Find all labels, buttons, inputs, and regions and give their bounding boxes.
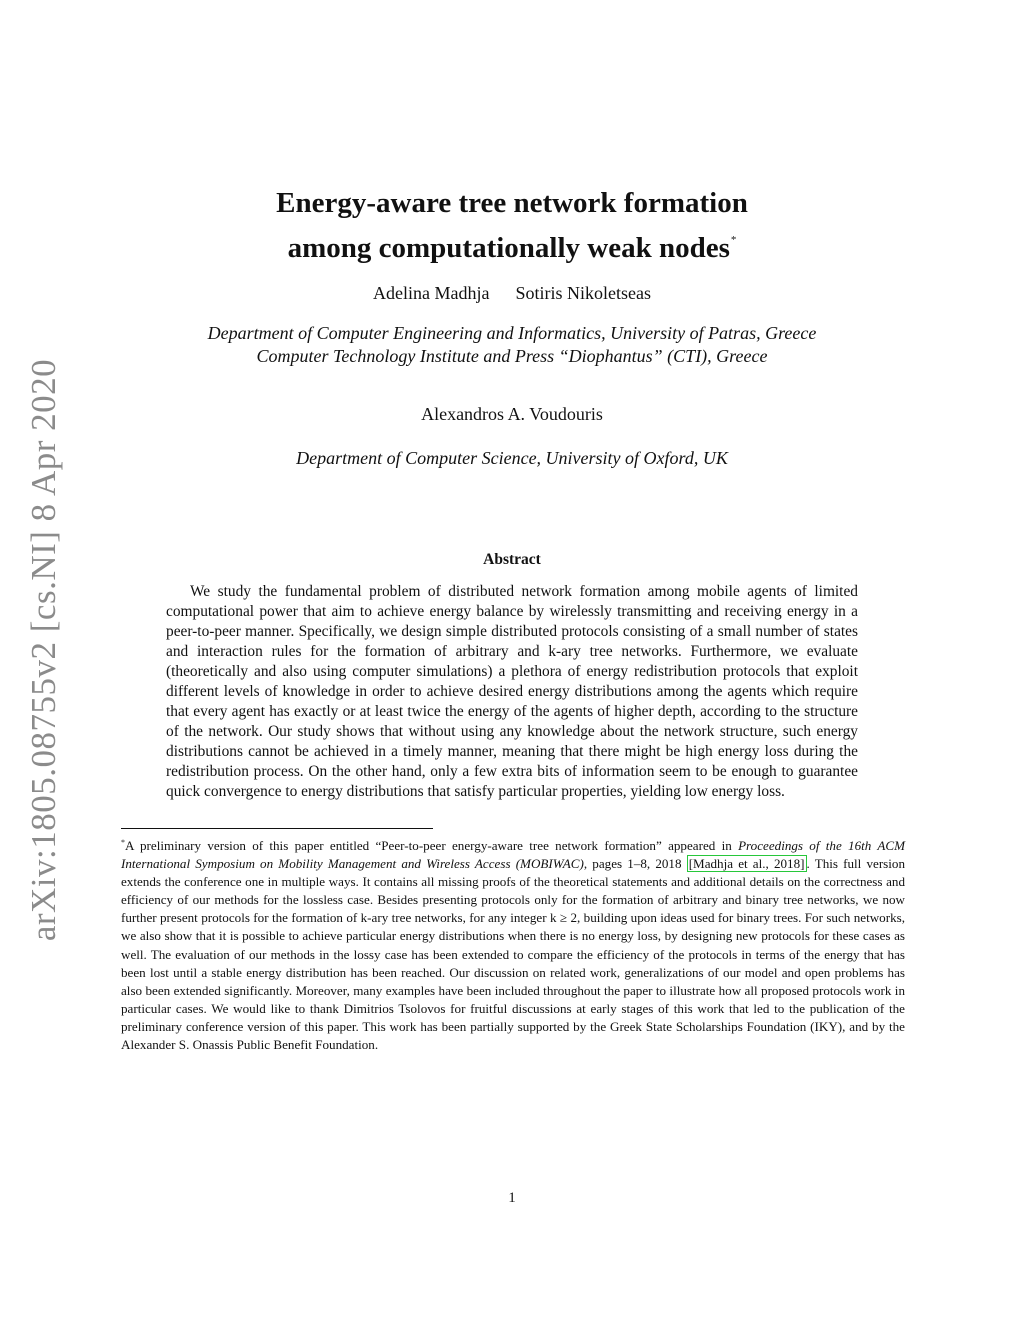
footnote-text: . This full version extends the conference one in multiple ways. It contains all missing proofs of the theoretical statements and additional details on the correctness and efficiency of our methods for the lossless case. Besides presenting protocols only for the formation of arbitrary and binary tree networks, we now further present protocols for the formation of k-ary tree networks, for any integer k ≥ 2, building upon ideas used for binary trees. For such networks, we also show that it is possible to achieve particular energy distributions when there is no energy loss, by designing new protocols for these cases as well. The evaluation of our methods in the lossy case has been extended to compare the efficiency of the protocols in terms of the energy that has been lost until a stable energy distribution has been reached. Our discussion on related work, generalizations of our model and open problems has also been extended significantly. Moreover, many examples have been included throughout the paper to illustrate how all proposed protocols work in particular cases. We would like to thank Dimitrios Tsolovos for fruitful discussions at early stages of this work that led to the publication of the preliminary conference version of this paper. This work has been partially supported by the Greek State Scholarships Foundation (IKY), and by the Alexander S. Onassis Public Benefit Foundation.	[121, 856, 906, 1053]
author-name: Alexandros A. Voudouris	[421, 404, 603, 424]
abstract-heading: Abstract	[483, 551, 541, 568]
author-list	[0, 283, 1024, 304]
affiliation-line: Computer Technology Institute and Press “Diophantus” (CTI), Greece	[256, 346, 768, 366]
page-number: 1	[508, 1190, 516, 1206]
title-footnote-mark: *	[730, 234, 737, 246]
title-line-1: Energy-aware tree network formation	[276, 187, 748, 219]
footnote-text: , pages 1–8, 2018	[583, 856, 687, 872]
author-name: Adelina Madhja	[373, 283, 490, 303]
title-line-2-text: among computationally weak nodes	[287, 232, 730, 264]
footnote-divider	[121, 828, 433, 829]
affiliation-line: Department of Computer Engineering and Informatics, University of Patras, Greece	[207, 323, 817, 343]
abstract-text: We study the fundamental problem of distributed network formation among mobile agents of limited computational power that aim to achieve energy balance by wirelessly transmitting and receiving energy in a peer-to-peer manner. Specifically, we design simple distributed protocols consisting of a small number of states and interaction rules for the formation of arbitrary and k-ary tree networks. Furthermore, we evaluate (theoretically and also using computer simulations) a plethora of energy redistribution protocols that exploit different levels of knowledge in order to achieve desired energy distributions among the agents which require that every agent has exactly or at least twice the energy of the agents of higher depth, according to the structure of the network. Our study shows that without using any knowledge about the network structure, such energy distributions cannot be achieved in a timely manner, meaning that there might be high energy loss during the redistribution process. On the other hand, only a few extra bits of information seem to be enough to guarantee quick convergence to energy distributions that satisfy particular properties, yielding low energy loss.	[166, 583, 858, 800]
author-name: Sotiris Nikoletseas	[515, 283, 651, 303]
footnote-text: A preliminary version of this paper entitled “Peer-to-peer energy-aware tree network formation” appeared in	[125, 838, 739, 853]
arxiv-side-stamp: arXiv:1805.08755v2 [cs.NI] 8 Apr 2020	[24, 358, 63, 942]
footnote-venue: Proceedings of the 16th ACM International Symposium on Mobility Management and Wireless Access (MOBIWAC)	[121, 838, 905, 872]
footnote	[121, 834, 905, 1054]
affiliation-block	[0, 447, 1024, 470]
affiliation-line: Department of Computer Science, University of Oxford, UK	[296, 448, 728, 468]
citation-link[interactable]: [Madhja et al., 2018]	[688, 856, 805, 872]
title-line-2	[0, 222, 1024, 267]
paper-title	[0, 185, 1024, 267]
affiliation-block	[0, 322, 1024, 368]
footnote-mark: *	[121, 838, 125, 847]
